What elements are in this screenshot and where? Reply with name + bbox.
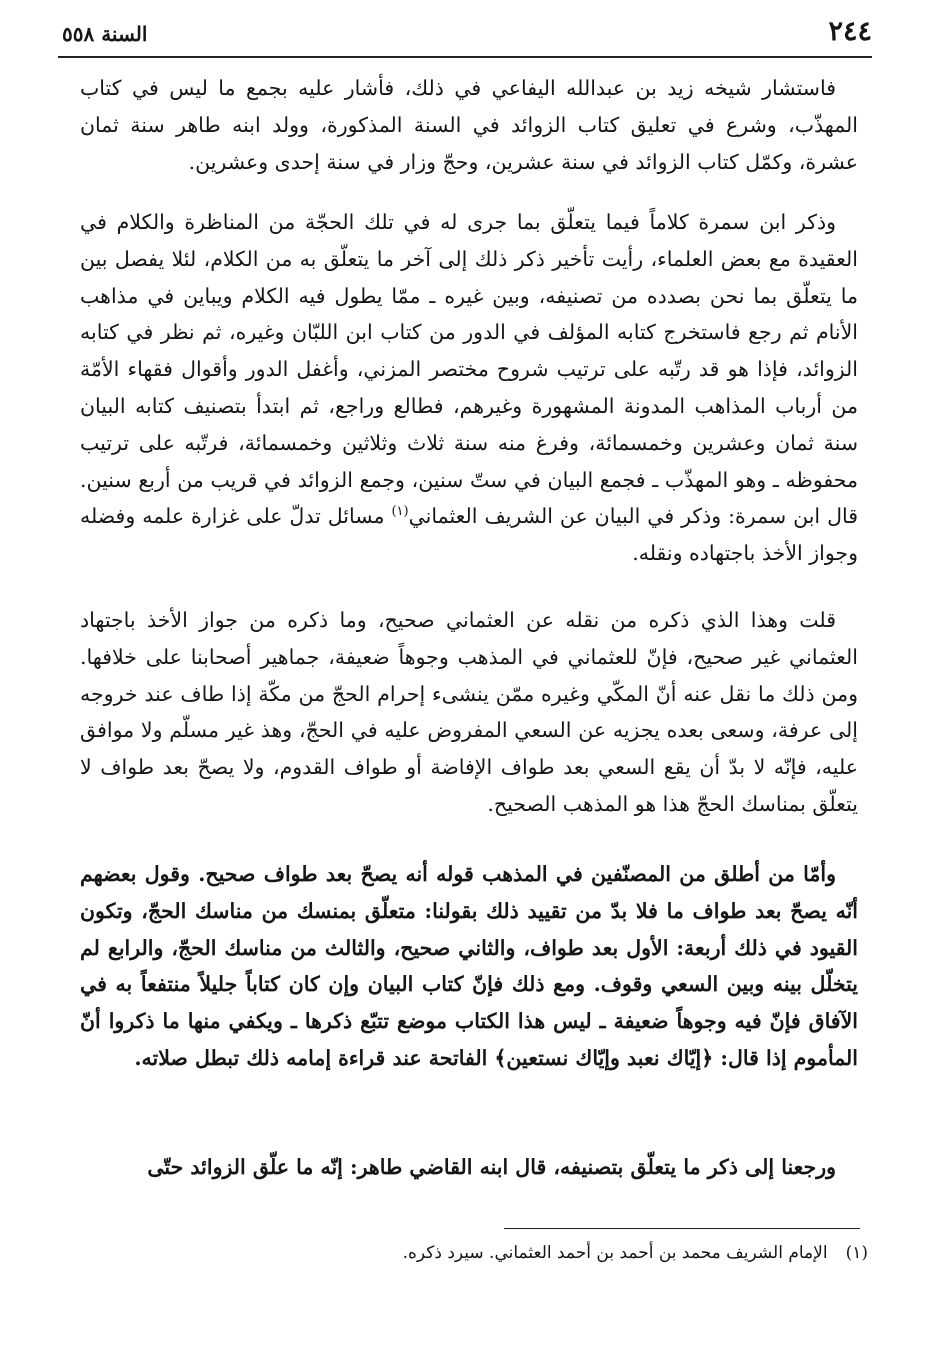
paragraph-2 [80,204,858,572]
paragraph-2-text-b: مسائل تدلّ على غزارة علمه وفضله وجواز الأخذ باجتهاده ونقله. [80,504,858,566]
page-number: ٢٤٤ [828,16,872,47]
paragraph-1: فاستشار شيخه زيد بن عبدالله اليفاعي في ذلك، فأشار عليه بجمع ما ليس في كتاب المهذّب، وشرع في تعليق كتاب الزوائد في السنة المذكورة، وولد ابنه طاهر سنة ثمان عشرة، وكمّل كتاب الزوائد في سنة عشرين، وحجّ وزار في سنة إحدى وعشرين. [80,76,858,174]
footnote-text: الإمام الشريف محمد بن أحمد بن أحمد العثماني. سيرد ذكره. [402,1243,828,1263]
paragraph-3: قلت وهذا الذي ذكره من نقله عن العثماني صحيح، وما ذكره من جواز الأخذ باجتهاد العثماني غير صحيح، فإنّ للعثماني في المذهب وجوهاً ضعيفة، جماهير أصحابنا على خلافها. ومن ذلك ما نقل عنه أنّ المكّي وغيره ممّن ينشىء إحرام الحجّ من مكّة إذا طاف عند خروجه إلى عرفة، وسعى بعده يجزيه عن السعي المفروض عليه في الحجّ، وهذ غير مسلّم ولا موافق عليه، فإنّه لا بدّ أن يقع السعي بعد طواف الإفاضة أو طواف القدوم، ولا يصحّ بعد طواف لا يتعلّق بمناسك الحجّ هذا هو المذهب الصحيح. [80,608,858,816]
paragraph-2-text-a: وذكر ابن سمرة كلاماً فيما يتعلّق بما جرى له في تلك الحجّة من المناظرة والكلام في العقيدة مع بعض العلماء، رأيت تأخير ذكر ذلك إلى آخر ما يتعلّق به من الكلام، لئلا يفصل بين ما يتعلّق بما نحن بصدده من تصنيفه، وبين غيره ـ ممّا يطول فيه الكلام ويباين في مذاهب الأنام ثم رجع فاستخرج كتابه المؤلف في الدور من كتاب ابن اللبّان وغيره، ثم نظر في كتابه الزوائد، فإذا هو قد رتّبه على ترتيب شروح مختصر المزني، وأغفل الدور وأقوال فقهاء الأمّة من أرباب المذاهب المدونة المشهورة وغيرهم، فطالع وراجع، ثم ابتدأ بتصنيف كتابه البيان سنة ثمان وعشرين وخمسمائة، وفرغ منه سنة ثلاث وثلاثين وخمسمائة، فرتّبه على ترتيب محفوظه ـ وهو المهذّب ـ فجمع البيان في ستّ سنين، وجمع الزوائد في قريب من أربع سنين. قال ابن سمرة: وذكر في البيان عن الشريف العثماني [80,210,859,529]
running-head: السنة ٥٥٨ [62,22,148,46]
footnote [403,1238,868,1268]
footnote-divider [504,1228,860,1229]
paragraph-4: وأمّا من أطلق من المصنّفين في المذهب قوله أنه يصحّ بعد طواف صحيح. وقول بعضهم أنّه يصحّ بعد طواف ما فلا بدّ من تقييد ذلك بقولنا: متعلّق بمنسك من مناسك الحجّ، وتكون القيود في ذلك أربعة: الأول بعد طواف، والثاني صحيح، والثالث من مناسك الحجّ، والرابع لم يتخلّل بينه وبين السعي وقوف. ومع ذلك فإنّ كتاب البيان وإن كان كتاباً جليلاً منتفعاً به في الآفاق فإنّ فيه وجوهاً ضعيفة ـ ليس هذا الكتاب موضع تتبّع ذكرها ـ ويكفي منها ما ذكروا أنّ المأموم إذا قال: ﴿إيّاك نعبد وإيّاك نستعين﴾ الفاتحة عند قراءة إمامه ذلك تبطل صلاته. [80,862,858,1070]
footnote-marker: (١) [845,1243,868,1263]
header-divider [58,56,872,58]
page-header [58,14,872,54]
footnote-reference: (١) [391,504,409,520]
paragraph-5: ورجعنا إلى ذكر ما يتعلّق بتصنيفه، قال ابنه القاضي طاهر: إنّه ما علّق الزوائد حتّى [147,1155,836,1179]
